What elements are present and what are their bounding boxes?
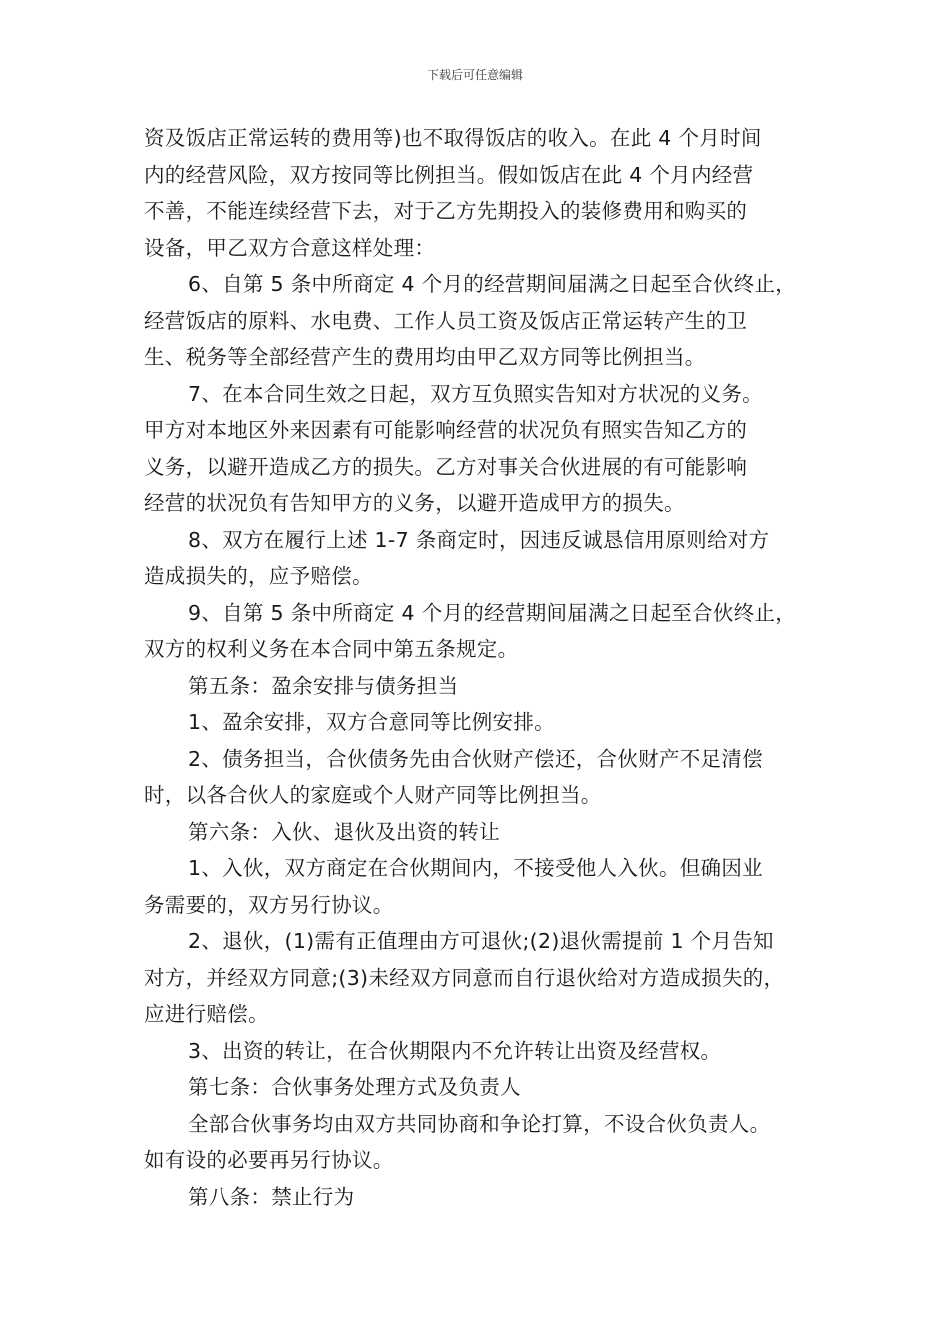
text-line: 第六条：入伙、退伙及出资的转让 xyxy=(188,819,500,844)
text-line: 义务，以避开造成乙方的损失。乙方对事关合伙进展的有可能影响 xyxy=(144,454,748,479)
text-line: 经营饭店的原料、水电费、工作人员工资及饭店正常运转产生的卫 xyxy=(144,308,748,333)
text-line: 甲方对本地区外来因素有可能影响经营的状况负有照实告知乙方的 xyxy=(144,418,748,442)
text-line: 不善，不能连续经营下去，对于乙方先期投入的装修费用和购买的 xyxy=(144,199,748,223)
text-line: 1、入伙，双方商定在合伙期间内，不接受他人入伙。但确因业 xyxy=(188,856,763,880)
text-line: 资及饭店正常运转的费用等)也不取得饭店的收入。在此 4 个月时间 xyxy=(144,126,762,150)
text-line: 内的经营风险，双方按同等比例担当。假如饭店在此 4 个月内经营 xyxy=(144,162,754,187)
text-line: 时，以各合伙人的家庭或个人财产同等比例担当。 xyxy=(144,783,602,807)
text-line: 造成损失的，应予赔偿。 xyxy=(144,564,373,588)
text-line: 务需要的，双方另行协议。 xyxy=(144,892,394,917)
text-line: 2、退伙，(1)需有正值理由方可退伙;(2)退伙需提前 1 个月告知 xyxy=(188,929,774,953)
text-line: 6、自第 5 条中所商定 4 个月的经营期间届满之日起至合伙终止， xyxy=(188,272,797,296)
text-line: 7、在本合同生效之日起，双方互负照实告知对方状况的义务。 xyxy=(188,381,763,406)
contract-body xyxy=(144,120,824,1215)
text-line: 第八条：禁止行为 xyxy=(188,1184,355,1209)
text-line: 应进行赔偿。 xyxy=(144,1002,269,1026)
text-line: 1、盈余安排，双方合意同等比例安排。 xyxy=(188,710,555,734)
text-line: 经营的状况负有告知甲方的义务，以避开造成甲方的损失。 xyxy=(144,491,685,515)
text-line: 如有设的必要再另行协议。 xyxy=(144,1148,394,1172)
text-line: 对方，并经双方同意;(3)未经双方同意而自行退伙给对方造成损失的， xyxy=(144,965,785,990)
text-line: 8、双方在履行上述 1-7 条商定时，因违反诚恳信用原则给对方 xyxy=(188,527,770,552)
text-line: 双方的权利义务在本合同中第五条规定。 xyxy=(144,637,519,661)
text-line: 设备，甲乙双方合意这样处理： xyxy=(144,235,436,260)
text-line: 2、债务担当，合伙债务先由合伙财产偿还，合伙财产不足清偿 xyxy=(188,746,763,771)
text-line: 第七条：合伙事务处理方式及负责人 xyxy=(188,1075,521,1099)
text-line: 生、税务等全部经营产生的费用均由甲乙双方同等比例担当。 xyxy=(144,345,706,369)
text-line: 9、自第 5 条中所商定 4 个月的经营期间届满之日起至合伙终止， xyxy=(188,600,797,625)
page-header: 下载后可任意编辑 xyxy=(426,68,523,82)
text-line: 第五条：盈余安排与债务担当 xyxy=(188,673,459,698)
text-line: 3、出资的转让，在合伙期限内不允许转让出资及经营权。 xyxy=(188,1038,722,1063)
text-line: 全部合伙事务均由双方共同协商和争论打算，不设合伙负责人。 xyxy=(188,1111,771,1136)
